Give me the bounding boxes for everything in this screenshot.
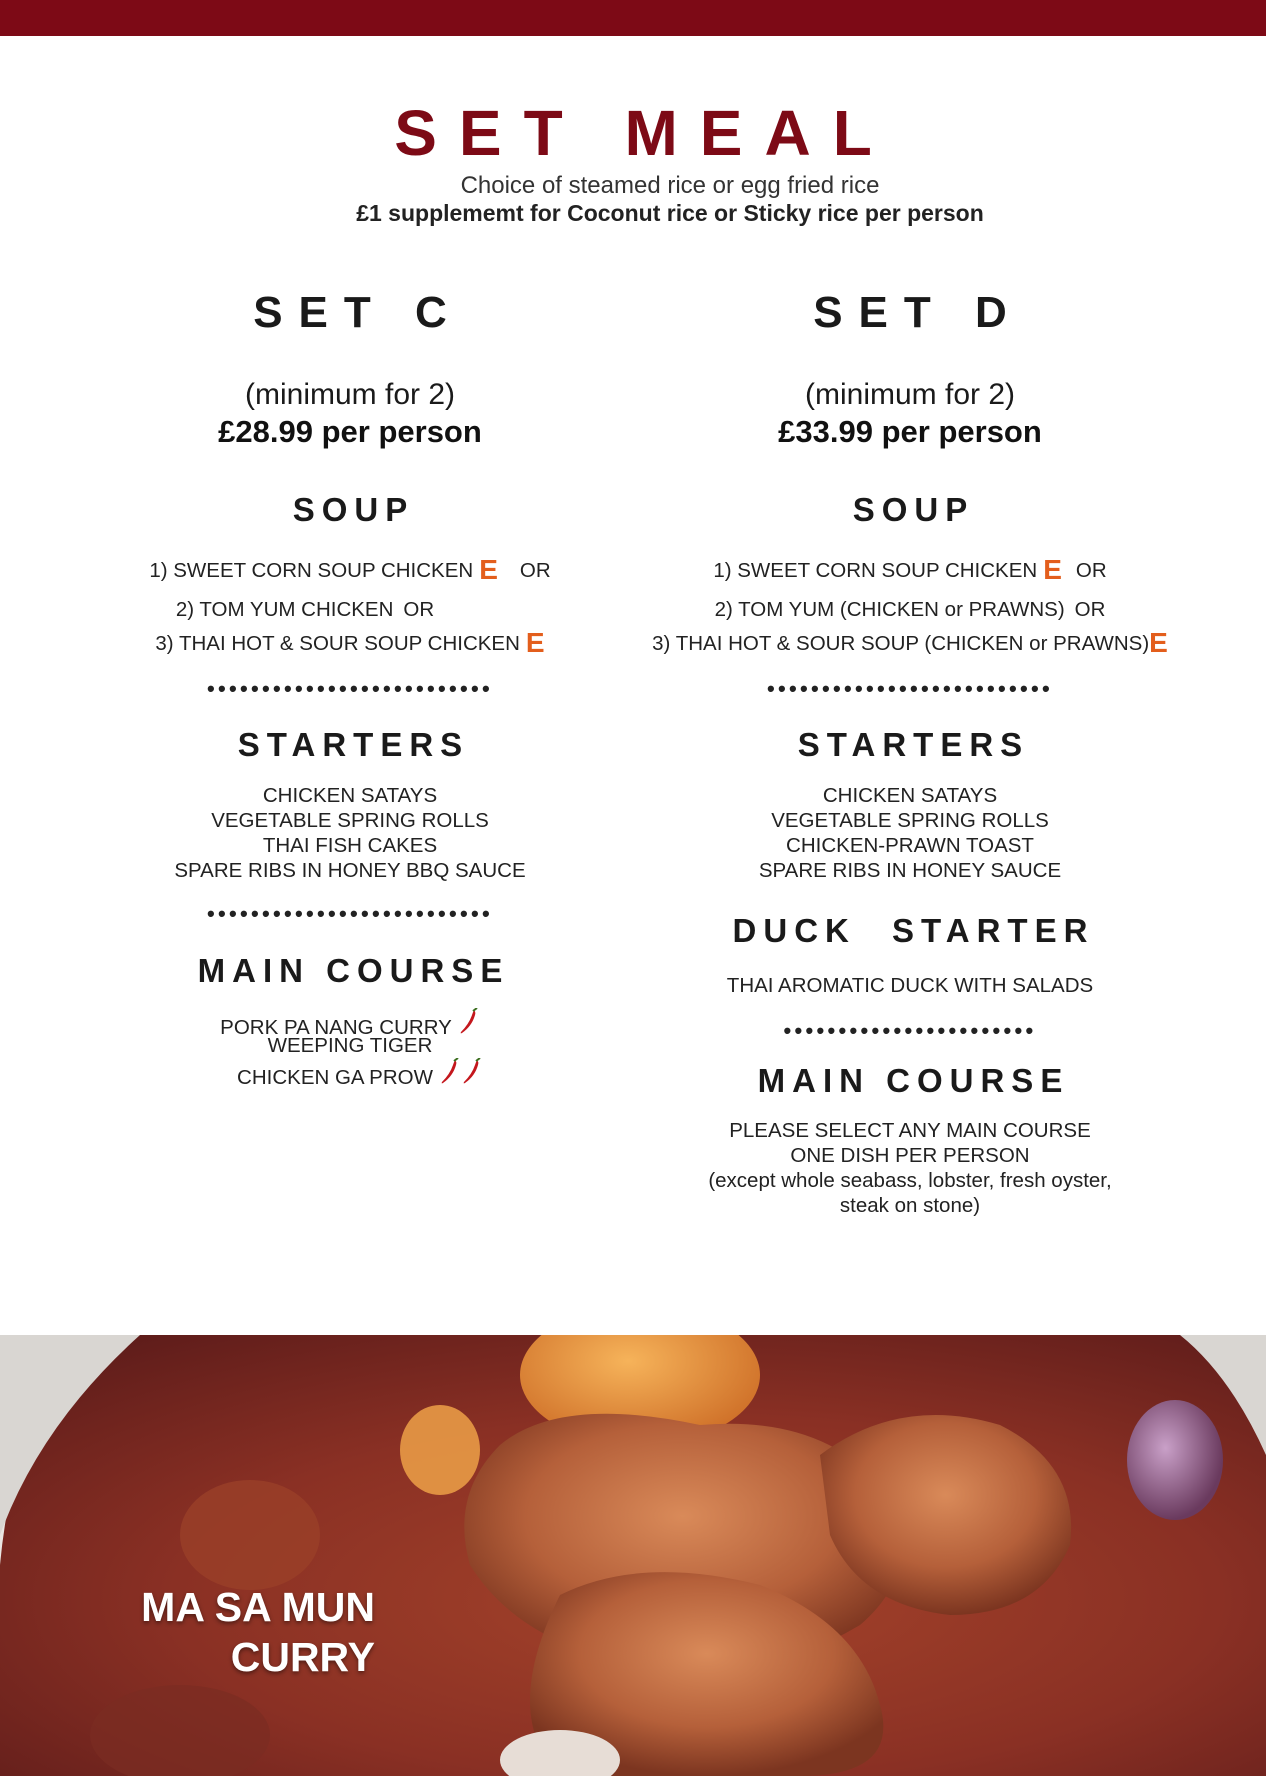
- page-title: SET MEAL: [394, 97, 894, 169]
- set-d-price: £33.99 per person: [778, 414, 1042, 449]
- chili-icon: [458, 1008, 480, 1036]
- egg-badge: E: [479, 554, 498, 585]
- set-d-starter-2: VEGETABLE SPRING ROLLS: [771, 809, 1049, 832]
- top-accent-bar: [0, 0, 1266, 36]
- rice-supplement-text: £1 supplememt for Coconut rice or Sticky rice per person: [356, 200, 984, 226]
- or-label: OR: [519, 559, 551, 582]
- caption-line-1: MA SA MUN: [141, 1584, 375, 1630]
- set-d-main-heading: MAIN COURSE: [757, 1062, 1070, 1099]
- soup-label: 3) THAI HOT & SOUR SOUP CHICKEN: [155, 632, 520, 655]
- main-label: PORK PA NANG CURRY: [220, 1016, 452, 1039]
- caption-line-2: CURRY: [230, 1634, 375, 1680]
- set-c-main-2: WEEPING TIGER: [267, 1034, 433, 1057]
- or-label: OR: [1074, 598, 1106, 621]
- set-c-starter-1: CHICKEN SATAYS: [262, 784, 438, 807]
- set-d-title: SET D: [813, 288, 1023, 337]
- dish-caption: [103, 1582, 375, 1682]
- egg-badge: E: [1149, 627, 1168, 658]
- set-c-title: SET C: [253, 288, 463, 337]
- set-c-main-heading: MAIN COURSE: [197, 952, 510, 989]
- set-c-starters-heading: STARTERS: [237, 726, 470, 763]
- set-c-minimum: (minimum for 2): [244, 378, 455, 411]
- set-d-soup-1: [560, 554, 1260, 585]
- set-c-starter-4: SPARE RIBS IN HONEY BBQ SAUCE: [174, 859, 526, 882]
- egg-badge: E: [1043, 554, 1062, 585]
- set-d-soup-3: [560, 627, 1260, 658]
- soup-label: 1) SWEET CORN SOUP CHICKEN: [713, 559, 1038, 582]
- set-d-main-line-2: ONE DISH PER PERSON: [790, 1144, 1030, 1167]
- curry-illustration: [0, 1335, 1266, 1776]
- or-label: OR: [1075, 559, 1107, 582]
- set-c-soup-heading: SOUP: [292, 491, 415, 528]
- chili-icon: [461, 1058, 483, 1086]
- set-d-soup-2: [560, 597, 1260, 622]
- set-c-starter-2: VEGETABLE SPRING ROLLS: [211, 809, 489, 832]
- rice-choice-text: Choice of steamed rice or egg fried rice: [460, 172, 880, 199]
- set-c-price: £28.99 per person: [218, 414, 482, 449]
- set-d-main-line-3: (except whole seabass, lobster, fresh oyster,: [708, 1169, 1112, 1192]
- soup-label: 2) TOM YUM CHICKEN: [175, 598, 394, 621]
- set-c-divider-1: ••••••••••••••••••••••••••: [206, 676, 494, 701]
- set-d-duck-item: THAI AROMATIC DUCK WITH SALADS: [726, 974, 1094, 997]
- soup-label: 1) SWEET CORN SOUP CHICKEN: [149, 559, 474, 582]
- soup-label: 3) THAI HOT & SOUR SOUP (CHICKEN or PRAWNS): [652, 632, 1150, 655]
- soup-label: 2) TOM YUM (CHICKEN or PRAWNS): [714, 598, 1065, 621]
- egg-badge: E: [525, 627, 545, 658]
- set-d-starter-3: CHICKEN-PRAWN TOAST: [786, 834, 1034, 857]
- set-c-divider-2: ••••••••••••••••••••••••••: [206, 901, 494, 926]
- set-d-divider-2: •••••••••••••••••••••••: [783, 1018, 1037, 1043]
- chili-icon: [439, 1058, 461, 1086]
- set-d-duck-heading: DUCK STARTER: [732, 912, 1095, 949]
- set-d-main-line-1: PLEASE SELECT ANY MAIN COURSE: [729, 1119, 1091, 1142]
- main-label: CHICKEN GA PROW: [237, 1066, 433, 1089]
- curry-photo: [0, 1335, 1266, 1776]
- set-d-divider-1: ••••••••••••••••••••••••••: [766, 676, 1054, 701]
- set-d-starters-heading: STARTERS: [797, 726, 1030, 763]
- set-d-soup-heading: SOUP: [852, 491, 975, 528]
- set-c-starter-3: THAI FISH CAKES: [262, 834, 438, 857]
- set-d-main-line-4: steak on stone): [839, 1194, 981, 1217]
- or-label: OR: [403, 598, 435, 621]
- set-d-starter-4: SPARE RIBS IN HONEY SAUCE: [758, 859, 1062, 882]
- set-d-starter-1: CHICKEN SATAYS: [822, 784, 998, 807]
- set-c-soup-2: [0, 597, 655, 622]
- set-d-minimum: (minimum for 2): [804, 378, 1015, 411]
